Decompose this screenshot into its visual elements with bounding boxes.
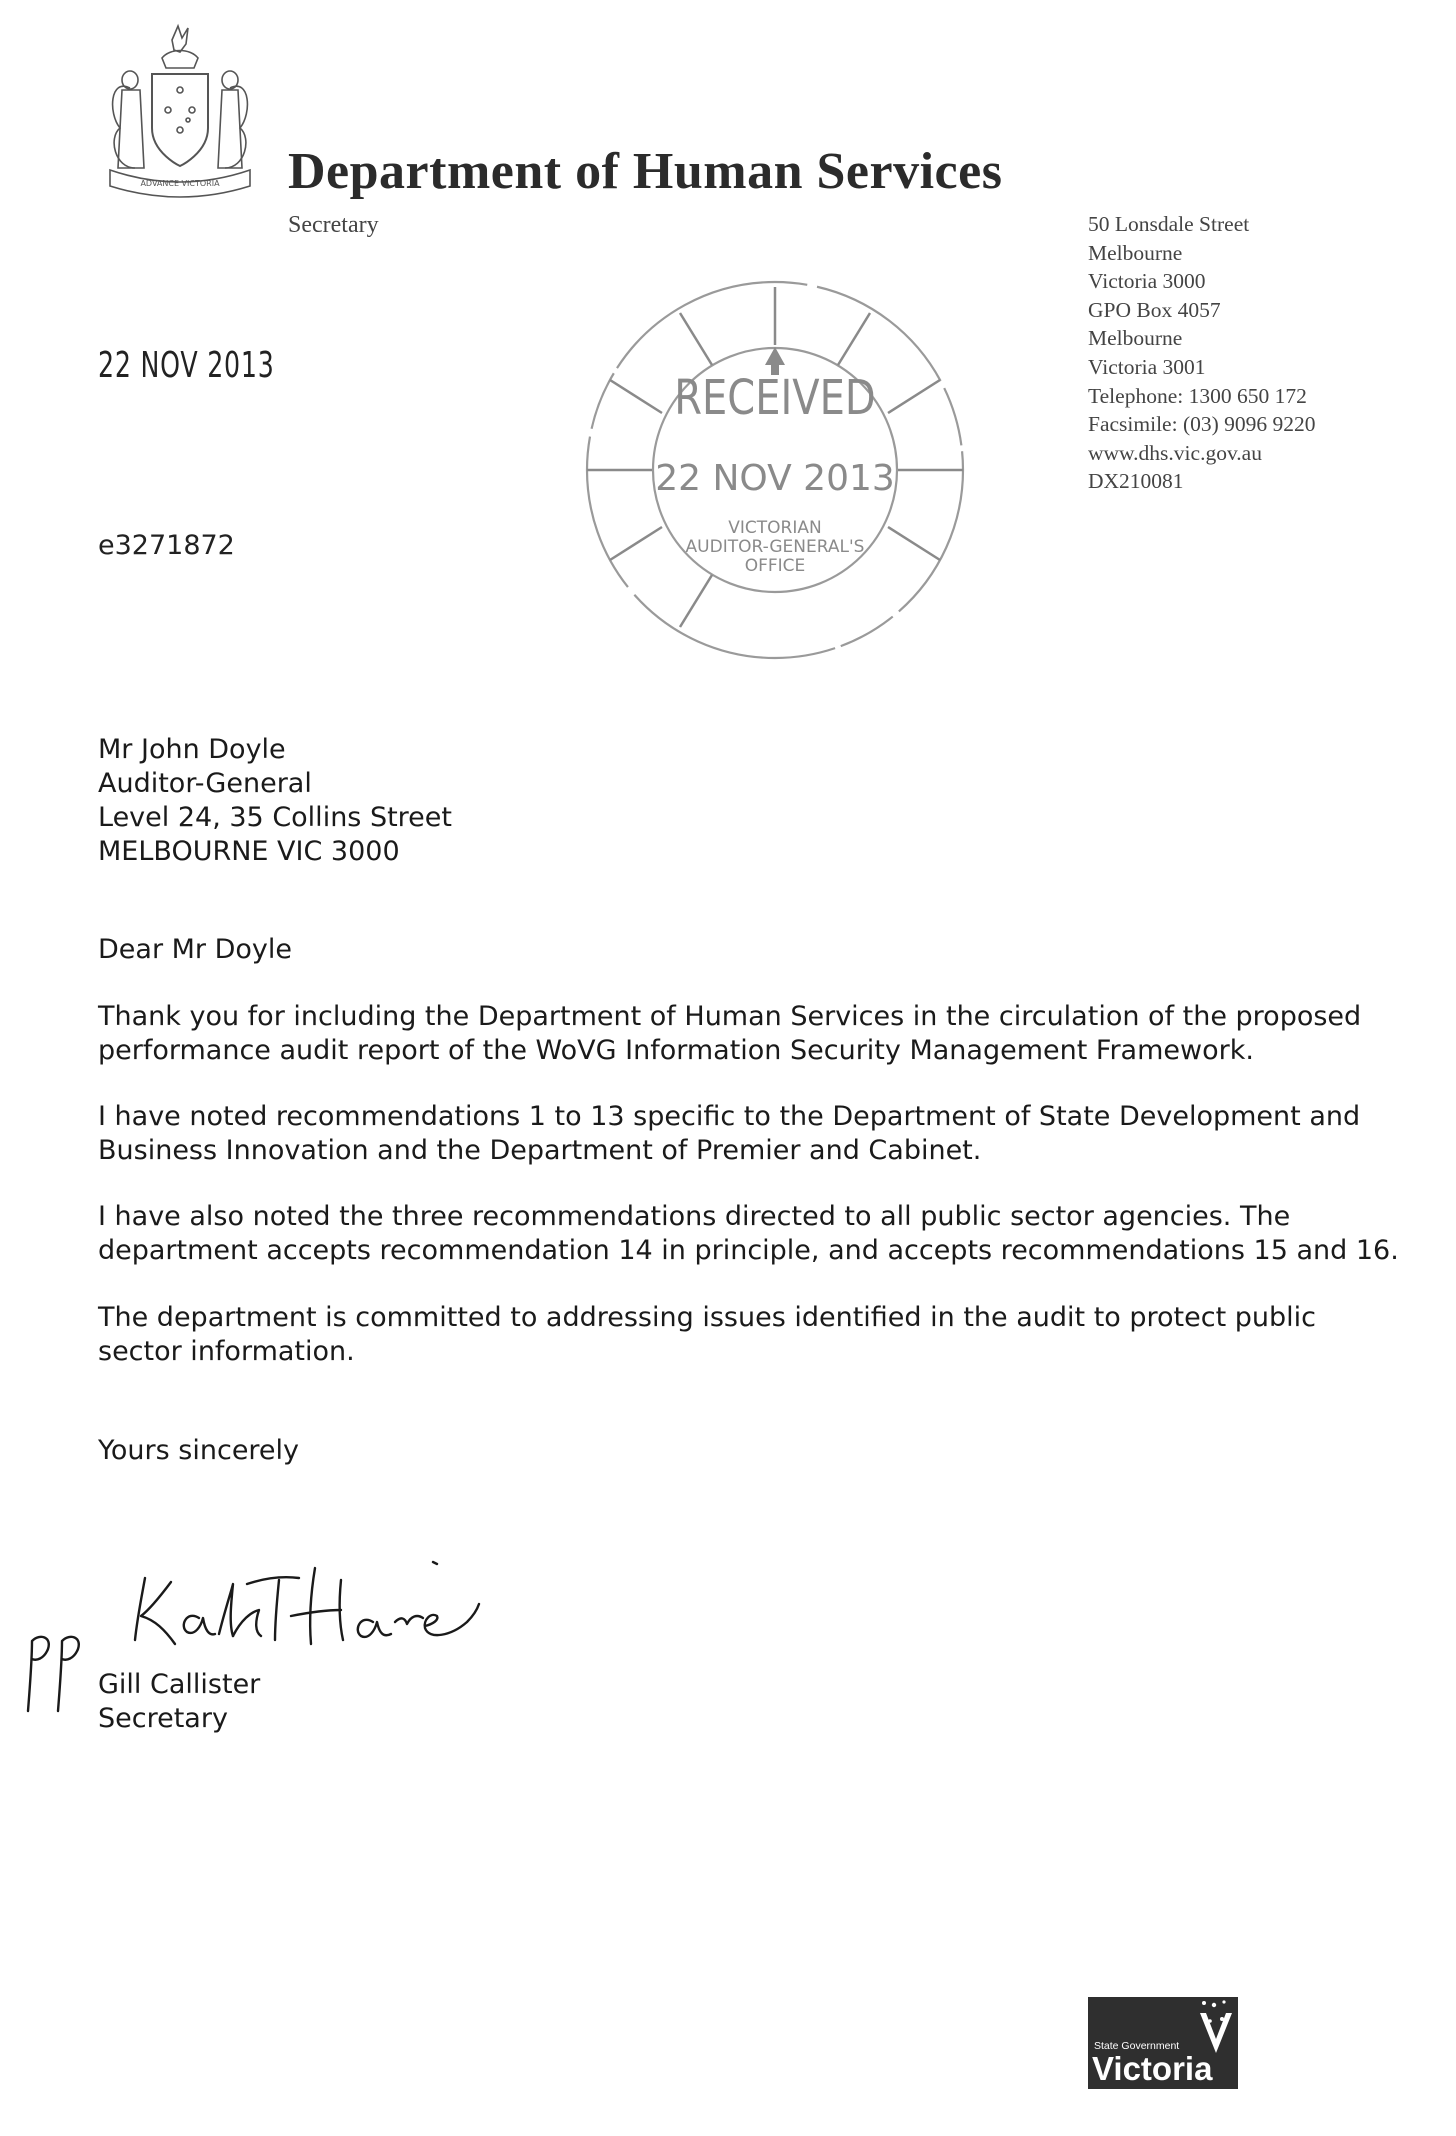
paragraph-line: I have noted recommendations 1 to 13 specific to the Department of State Development and	[98, 1101, 1361, 1132]
paragraph	[98, 1301, 1316, 1369]
address-line: Victoria 3001	[1088, 354, 1206, 379]
address-line: DX210081	[1088, 469, 1184, 494]
logo-big-text: Victoria	[1092, 2050, 1213, 2087]
address-line: Victoria 3000	[1088, 269, 1206, 294]
stamp-date: 22 NOV 2013	[655, 458, 895, 499]
stamp-office-line: OFFICE	[744, 556, 806, 576]
address-line: Facsimile: (03) 9096 9220	[1088, 412, 1316, 437]
address-line: GPO Box 4057	[1088, 297, 1221, 322]
paragraph-line: department accepts recommendation 14 in principle, and accepts recommendations 15 and 16.	[98, 1235, 1399, 1266]
salutation: Dear Mr Doyle	[98, 934, 293, 965]
closing: Yours sincerely	[98, 1435, 300, 1466]
address-line: www.dhs.vic.gov.au	[1088, 440, 1262, 465]
address-line: Telephone: 1300 650 172	[1088, 383, 1307, 408]
address-line: Melbourne	[1088, 240, 1183, 265]
paragraph-line: Thank you for including the Department of Human Services in the circulation of the proposed	[98, 1001, 1362, 1032]
paragraph-line: sector information.	[98, 1336, 355, 1367]
department-title: Department of Human Services	[288, 143, 1003, 200]
paragraph	[98, 1200, 1399, 1268]
paragraph	[98, 1100, 1360, 1168]
address-line: Melbourne	[1088, 326, 1183, 351]
crest-motto: ADVANCE VICTORIA	[140, 179, 220, 188]
recipient-line: Auditor-General	[98, 768, 312, 799]
recipient-line: Mr John Doyle	[98, 734, 286, 765]
letter-date: 22 NOV 2013	[98, 345, 275, 386]
reference-number: e3271872	[98, 530, 235, 561]
victoria-government-logo	[1088, 1997, 1238, 2089]
logo-small-text: State Government	[1094, 2040, 1180, 2052]
stamp-received-label: RECEIVED	[674, 370, 876, 427]
stamp-office-line: AUDITOR-GENERAL'S	[685, 537, 865, 557]
signatory-block	[98, 1668, 260, 1736]
paragraph-line: Business Innovation and the Department of Premier and Cabinet.	[98, 1135, 982, 1166]
department-address	[1088, 210, 1316, 496]
recipient-line: Level 24, 35 Collins Street	[98, 802, 452, 833]
received-stamp	[580, 275, 970, 665]
recipient-line: MELBOURNE VIC 3000	[98, 836, 400, 867]
pp-mark-text: PP	[49, 1700, 57, 1707]
department-office: Secretary	[288, 212, 379, 238]
handwritten-signature	[115, 1540, 495, 1660]
victoria-v-emblem-icon	[1196, 1999, 1236, 2057]
signatory-name: Gill Callister	[98, 1669, 261, 1700]
pp-handwritten-mark	[18, 1625, 88, 1715]
signatory-title: Secretary	[98, 1703, 228, 1734]
address-line: 50 Lonsdale Street	[1088, 212, 1250, 236]
stamp-office-line: VICTORIAN	[728, 518, 822, 538]
paragraph	[98, 1000, 1361, 1068]
paragraph-line: The department is committed to addressing issues identified in the audit to protect public	[98, 1302, 1316, 1333]
recipient-address	[98, 733, 452, 869]
paragraph-line: performance audit report of the WoVG Information Security Management Framework.	[98, 1035, 1254, 1066]
paragraph-line: I have also noted the three recommendations directed to all public sector agencies. The	[98, 1201, 1291, 1232]
coat-of-arms-icon	[100, 18, 260, 198]
